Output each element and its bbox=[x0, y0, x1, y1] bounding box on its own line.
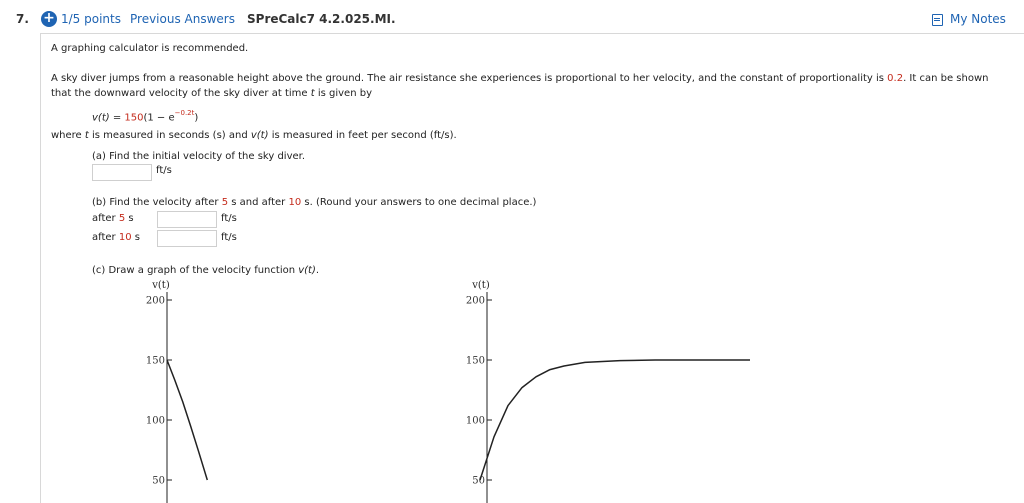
part-c-prompt: (c) Draw a graph of the velocity function v(t). bbox=[92, 265, 320, 276]
y-tick-label: 200 bbox=[465, 295, 485, 307]
previous-answers-link[interactable]: Previous Answers bbox=[130, 12, 235, 26]
velocity-curve bbox=[167, 360, 207, 480]
y-axis-label: v(t) bbox=[472, 280, 490, 291]
y-tick-label: 100 bbox=[145, 415, 165, 427]
velocity-formula: $v(t) = 150(1 - e^{-0.2t})$ bbox=[92, 109, 199, 124]
notes-icon[interactable] bbox=[932, 14, 943, 26]
y-axis-label: v(t) bbox=[152, 280, 170, 291]
question-reference: SPreCalc7 4.2.025.MI. bbox=[247, 12, 396, 26]
question-number: 7. bbox=[16, 12, 29, 26]
initial-velocity-input[interactable] bbox=[92, 164, 152, 181]
y-tick-label: 50 bbox=[152, 475, 165, 487]
proportionality-constant: 0.2 bbox=[887, 73, 904, 84]
y-tick-label: 50 bbox=[472, 475, 485, 487]
y-tick-label: 150 bbox=[145, 355, 165, 367]
graph-option-2[interactable] bbox=[450, 276, 750, 503]
part-b-unit-1: ft/s bbox=[221, 213, 237, 224]
velocity-10s-input[interactable] bbox=[157, 230, 217, 247]
plus-circle-icon[interactable]: + bbox=[41, 11, 57, 27]
content-left-border bbox=[40, 33, 41, 503]
units-description: where t is measured in seconds (s) and v(t) is measured in feet per second (ft/s). bbox=[51, 130, 457, 141]
problem-text-line2: that the downward velocity of the sky diver at time t is given by bbox=[51, 88, 372, 99]
question-header bbox=[0, 0, 1024, 36]
my-notes-link[interactable]: My Notes bbox=[950, 12, 1006, 26]
y-tick-label: 100 bbox=[465, 415, 485, 427]
velocity-curve bbox=[480, 360, 750, 480]
after-5s-label: after 5 s bbox=[92, 213, 134, 224]
y-tick-label: 150 bbox=[465, 355, 485, 367]
graph-option-1[interactable] bbox=[130, 276, 430, 503]
part-a-unit: ft/s bbox=[156, 165, 172, 176]
header-divider bbox=[40, 33, 1024, 34]
part-b-prompt: (b) Find the velocity after 5 s and after 10 s. (Round your answers to one decimal place.) bbox=[92, 197, 537, 208]
velocity-5s-input[interactable] bbox=[157, 211, 217, 228]
problem-text-line1: A sky diver jumps from a reasonable height above the ground. The air resistance she experiences is proportional to her velocity, and the constant of proportionality is 0.2. It can be shown bbox=[51, 73, 989, 84]
after-10s-label: after 10 s bbox=[92, 232, 140, 243]
y-tick-label: 200 bbox=[145, 295, 165, 307]
points-link[interactable]: 1/5 points bbox=[61, 12, 121, 26]
part-a-prompt: (a) Find the initial velocity of the sky diver. bbox=[92, 151, 306, 162]
part-b-unit-2: ft/s bbox=[221, 232, 237, 243]
calculator-note: A graphing calculator is recommended. bbox=[51, 43, 249, 54]
